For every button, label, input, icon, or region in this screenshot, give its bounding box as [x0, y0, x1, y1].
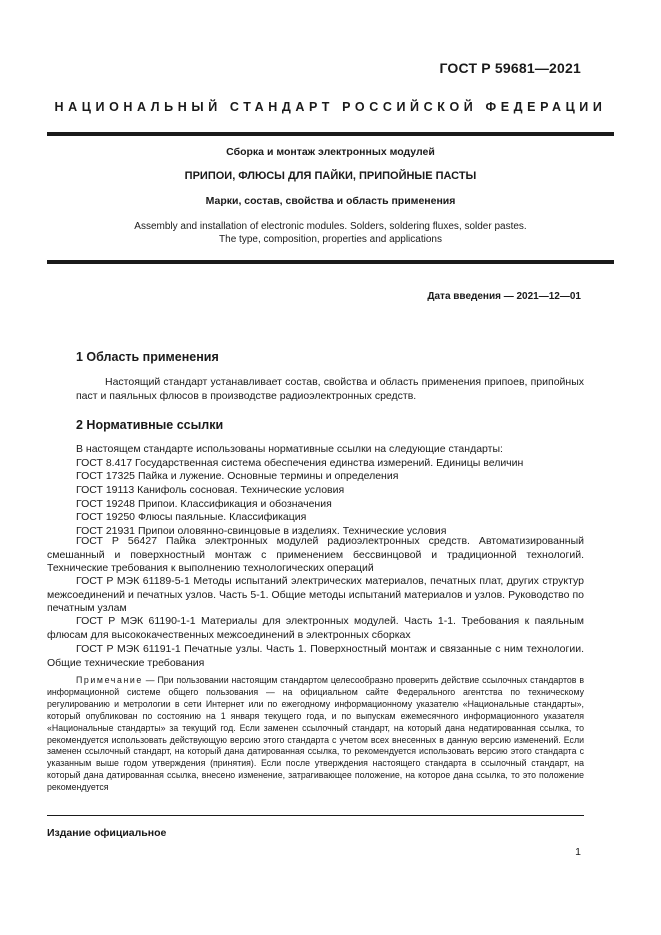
top-divider	[47, 132, 614, 136]
reference-item: ГОСТ 17325 Пайка и лужение. Основные термины и определения	[76, 470, 399, 482]
title-line-2: ПРИПОИ, ФЛЮСЫ ДЛЯ ПАЙКИ, ПРИПОЙНЫЕ ПАСТЫ	[184, 170, 477, 182]
reference-item: ГОСТ 19113 Канифоль сосновая. Технические условия	[76, 484, 345, 496]
section-2-intro: В настоящем стандарте использованы нормативные ссылки на следующие стандарты:	[76, 443, 503, 455]
references-note	[47, 675, 584, 794]
section-1-heading: 1 Область применения	[76, 350, 219, 364]
reference-item-long: ГОСТ Р 56427 Пайка электронных модулей радиоэлектронных средств. Автоматизированный смешанный и поверхностный монтаж с применением бессвинцовой и традиционной технологий. Технические требования к выполнению технологических операций	[47, 535, 584, 575]
reference-item-long: ГОСТ Р МЭК 61191-1 Печатные узлы. Часть 1. Поверхностный монтаж и связанные с ним технологии. Общие технические требования	[47, 643, 584, 669]
english-title-line-2: The type, composition, properties and applications	[219, 234, 442, 245]
english-title	[47, 220, 614, 246]
reference-item-long: ГОСТ Р МЭК 61190-1-1 Материалы для электронных модулей. Часть 1-1. Требования к паяльным флюсам для высококачественных межсоединений в электронных сборках	[47, 615, 584, 641]
page-number: 1	[575, 846, 581, 858]
title-line-3: Марки, состав, свойства и область применения	[205, 195, 456, 207]
reference-item-long: ГОСТ Р МЭК 61189-5-1 Методы испытаний электрических материалов, печатных плат, других структур межсоединений и печатных узлов. Часть 5-1. Общие методы испытаний материалов и узлов. Руководство по печатным узлам	[47, 575, 584, 615]
reference-item: ГОСТ 8.417 Государственная система обеспечения единства измерений. Единицы величин	[76, 457, 524, 469]
document-code: ГОСТ Р 59681—2021	[439, 60, 581, 76]
footer-divider	[47, 815, 584, 816]
reference-item: ГОСТ 21931 Припои оловянно-свинцовые в изделиях. Технические условия	[76, 525, 447, 537]
section-1-text: Настоящий стандарт устанавливает состав, свойства и область применения припоев, припойных паст и паяльных флюсов в производстве радиоэлектронных средств.	[76, 376, 584, 402]
note-label: Примечание	[76, 675, 143, 685]
national-standard-banner: НАЦИОНАЛЬНЫЙ СТАНДАРТ РОССИЙСКОЙ ФЕДЕРАЦИИ	[54, 100, 607, 114]
introduction-date: Дата введения — 2021—12—01	[427, 291, 581, 302]
title-line-1: Сборка и монтаж электронных модулей	[226, 146, 435, 158]
reference-item: ГОСТ 19250 Флюсы паяльные. Классификация	[76, 511, 307, 523]
section-2-heading: 2 Нормативные ссылки	[76, 418, 224, 432]
official-edition-label: Издание официальное	[47, 827, 167, 839]
english-title-line-1: Assembly and installation of electronic modules. Solders, soldering fluxes, solder pastes.	[134, 221, 527, 232]
note-text: — При пользовании настоящим стандартом целесообразно проверить действие ссылочных стандартов в информационной системе общего пользования — на официальном сайте Федерального агентства по техническому регулированию и метрологии в сети Интернет или по ежегодному информационному указателю «Национальные стандарты», который опубликован по состоянию на 1 января текущего года, и по выпускам ежемесячного информационного указателя «Национальные стандарты» за текущий год. Если заменен ссылочный стандарт, на который дана недатированная ссылка, то рекомендуется использовать действующую версию этого стандарта с учетом всех внесенных в данную версию изменений. Если заменен ссылочный стандарт, на который дана датированная ссылка, то рекомендуется использовать версию этого стандарта с указанным выше годом утверждения (принятия). Если после утверждения настоящего стандарта в ссылочный стандарт, на который дана датированная ссылка, внесено изменение, затрагивающее положение, на которое дана ссылка, то это положение рекомендуется	[47, 675, 584, 793]
title-divider	[47, 260, 614, 264]
reference-item: ГОСТ 19248 Припои. Классификация и обозначения	[76, 498, 332, 510]
